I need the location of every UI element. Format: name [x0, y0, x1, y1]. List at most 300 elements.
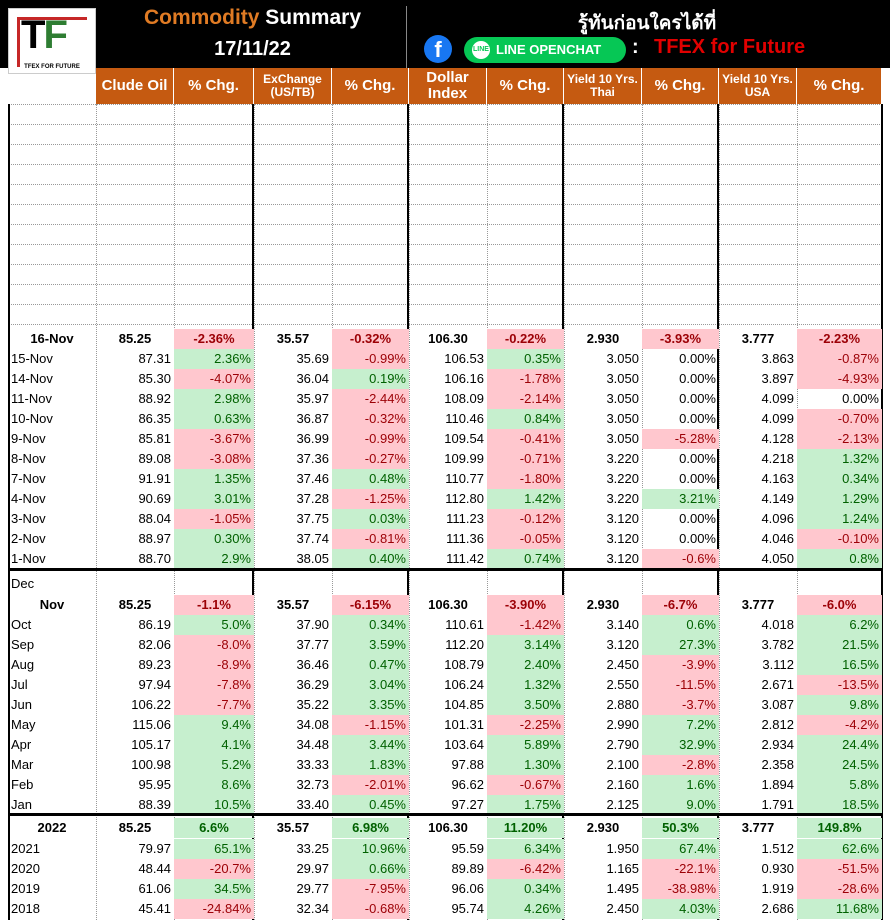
value-cell: 1.512	[761, 841, 794, 856]
value-cell: 38.05	[296, 551, 329, 566]
value-cell: 2.686	[761, 901, 794, 916]
pct-change-cell: 0.48%	[332, 469, 409, 489]
row-label: 2018	[11, 901, 40, 916]
grid-line	[8, 164, 882, 165]
column-header: % Chg.	[332, 68, 409, 104]
value-cell: 110.46	[445, 411, 484, 426]
column-header: Dollar Index	[409, 68, 487, 104]
value-cell: 89.89	[451, 861, 484, 876]
value-cell: 2.550	[606, 677, 639, 692]
value-cell: 96.62	[451, 777, 484, 792]
value-cell: 45.41	[138, 901, 171, 916]
pct-change-cell: -2.23%	[797, 329, 882, 349]
row-label: 2022	[37, 820, 67, 835]
row-label: 4-Nov	[11, 491, 46, 506]
value-cell: 82.06	[138, 637, 171, 652]
column-header: Yield 10 Yrs. USA	[719, 68, 797, 104]
value-cell: 3.120	[606, 511, 639, 526]
value-cell: 2.358	[761, 757, 794, 772]
pct-change-cell: -7.7%	[174, 695, 254, 715]
pct-change-cell: 0.8%	[797, 549, 882, 569]
pct-change-cell: 0.00%	[679, 511, 716, 526]
pct-change-cell: 1.29%	[797, 489, 882, 509]
pct-change-cell: 0.63%	[174, 409, 254, 429]
pct-change-cell: -38.98%	[642, 879, 719, 899]
pct-change-cell: 1.24%	[797, 509, 882, 529]
pct-change-cell: -0.32%	[332, 329, 409, 349]
pct-change-cell: 0.00%	[679, 391, 716, 406]
value-cell: 37.28	[296, 491, 329, 506]
grid-line	[8, 284, 882, 285]
value-cell: 115.06	[132, 717, 171, 732]
pct-change-cell: 9.8%	[797, 695, 882, 715]
pct-change-cell: 8.6%	[174, 775, 254, 795]
table-row	[8, 529, 882, 549]
column-header: Yield 10 Yrs. Thai	[564, 68, 642, 104]
pct-change-cell: 6.6%	[174, 818, 254, 838]
value-cell: 35.69	[296, 351, 329, 366]
pct-change-cell: -0.68%	[332, 899, 409, 919]
pct-change-cell: -20.7%	[174, 859, 254, 879]
value-cell: 88.70	[138, 551, 171, 566]
pct-change-cell: -7.95%	[332, 879, 409, 899]
row-label: Aug	[11, 657, 35, 672]
pct-change-cell: 24.4%	[797, 735, 882, 755]
value-cell: 2.125	[606, 797, 639, 812]
value-cell: 79.97	[138, 841, 171, 856]
value-cell: 2.812	[761, 717, 794, 732]
pct-change-cell: 0.30%	[174, 529, 254, 549]
pct-change-cell: 0.34%	[487, 879, 564, 899]
page-title: Commodity Summary	[143, 6, 362, 29]
row-label: 14-Nov	[11, 371, 53, 386]
value-cell: 86.19	[138, 617, 171, 632]
value-cell: 108.09	[444, 391, 484, 406]
value-cell: 34.08	[296, 717, 329, 732]
value-cell: 2.930	[586, 331, 620, 346]
table-row	[8, 715, 882, 735]
value-cell: 34.48	[296, 737, 329, 752]
pct-change-cell: -0.27%	[332, 449, 409, 469]
value-cell: 110.77	[445, 471, 484, 486]
pct-change-cell: 2.98%	[174, 389, 254, 409]
pct-change-cell: 16.5%	[797, 655, 882, 675]
value-cell: 48.44	[138, 861, 171, 876]
row-label: 9-Nov	[11, 431, 46, 446]
value-cell: 111.42	[446, 551, 484, 566]
row-label: Jun	[11, 697, 32, 712]
tf-logo	[8, 8, 96, 74]
value-cell: 3.087	[761, 697, 794, 712]
pct-change-cell: -2.01%	[332, 775, 409, 795]
value-cell: 95.95	[138, 777, 171, 792]
value-cell: 89.08	[138, 451, 171, 466]
value-cell: 36.46	[296, 657, 329, 672]
value-cell: 2.100	[606, 757, 639, 772]
row-label: Nov	[39, 597, 65, 612]
pct-change-cell: 0.84%	[487, 409, 564, 429]
row-label: Sep	[11, 637, 35, 652]
pct-change-cell: 1.6%	[642, 775, 719, 795]
value-cell: 61.06	[138, 881, 171, 896]
value-cell: 4.099	[761, 411, 794, 426]
table-row	[8, 429, 882, 449]
value-cell: 2.880	[606, 697, 639, 712]
pct-change-cell: -0.6%	[642, 549, 719, 569]
value-cell: 106.24	[444, 677, 484, 692]
value-cell: 101.31	[444, 717, 484, 732]
line-openchat-button[interactable]	[464, 37, 626, 63]
value-cell: 4.046	[761, 531, 794, 546]
pct-change-cell: 1.75%	[487, 795, 564, 815]
table-row	[8, 509, 882, 529]
value-cell: 3.777	[741, 331, 775, 346]
pct-change-cell: -5.28%	[642, 429, 719, 449]
table-row	[8, 675, 882, 695]
value-cell: 0.930	[761, 861, 794, 876]
pct-change-cell: 0.00%	[679, 371, 716, 386]
row-label: Dec	[11, 576, 35, 591]
value-cell: 32.34	[296, 901, 329, 916]
value-cell: 32.73	[296, 777, 329, 792]
grid-line	[8, 124, 882, 125]
value-cell: 1.894	[761, 777, 794, 792]
value-cell: 33.25	[296, 841, 329, 856]
grid-line	[8, 104, 882, 105]
value-cell: 106.30	[428, 331, 468, 346]
value-cell: 36.29	[296, 677, 329, 692]
value-cell: 85.25	[118, 331, 152, 346]
pct-change-cell: -3.9%	[642, 655, 719, 675]
value-cell: 35.97	[296, 391, 329, 406]
row-label: 2020	[11, 861, 40, 876]
pct-change-cell: -0.71%	[487, 449, 564, 469]
grid-line	[8, 304, 882, 305]
table-row	[8, 469, 882, 489]
pct-change-cell: 0.34%	[797, 469, 882, 489]
pct-change-cell: 4.03%	[642, 899, 719, 919]
value-cell: 106.22	[131, 697, 171, 712]
value-cell: 35.57	[276, 820, 310, 835]
table-row	[8, 549, 882, 569]
pct-change-cell: 0.00%	[679, 411, 716, 426]
pct-change-cell: -1.25%	[332, 489, 409, 509]
pct-change-cell: -24.84%	[174, 899, 254, 919]
value-cell: 97.27	[451, 797, 484, 812]
summary-row	[8, 818, 882, 838]
value-cell: 37.77	[296, 637, 329, 652]
pct-change-cell: 0.34%	[332, 615, 409, 635]
pct-change-cell: -7.8%	[174, 675, 254, 695]
table-row	[8, 489, 882, 509]
pct-change-cell: 1.32%	[797, 449, 882, 469]
pct-change-cell: 0.47%	[332, 655, 409, 675]
value-cell: 36.87	[296, 411, 329, 426]
value-cell: 100.98	[131, 757, 171, 772]
value-cell: 3.863	[761, 351, 794, 366]
pct-change-cell: 6.98%	[332, 818, 409, 838]
grid-line	[8, 144, 882, 145]
table-row	[8, 349, 882, 369]
value-cell: 33.40	[296, 797, 329, 812]
pct-change-cell: 0.03%	[332, 509, 409, 529]
pct-change-cell: 32.9%	[642, 735, 719, 755]
value-cell: 111.36	[446, 531, 484, 546]
value-cell: 111.23	[446, 511, 484, 526]
pct-change-cell: 1.83%	[332, 755, 409, 775]
pct-change-cell: -4.07%	[174, 369, 254, 389]
pct-change-cell: -0.99%	[332, 349, 409, 369]
pct-change-cell: 9.4%	[174, 715, 254, 735]
value-cell: 3.220	[606, 451, 639, 466]
row-label: Mar	[11, 757, 34, 772]
value-cell: 1.919	[761, 881, 794, 896]
pct-change-cell: -0.81%	[332, 529, 409, 549]
value-cell: 4.163	[761, 471, 794, 486]
value-cell: 95.74	[451, 901, 484, 916]
value-cell: 3.777	[741, 597, 775, 612]
table-row	[8, 695, 882, 715]
pct-change-cell: 67.4%	[642, 839, 719, 859]
pct-change-cell: -11.5%	[642, 675, 719, 695]
pct-change-cell: -4.93%	[797, 369, 882, 389]
pct-change-cell: -6.7%	[642, 595, 719, 615]
value-cell: 91.91	[138, 471, 171, 486]
table-row	[8, 655, 882, 675]
row-label: 15-Nov	[11, 351, 53, 366]
pct-change-cell: -13.5%	[797, 675, 882, 695]
pct-change-cell: -0.10%	[797, 529, 882, 549]
pct-change-cell: 10.96%	[332, 839, 409, 859]
summary-row	[8, 329, 882, 349]
pct-change-cell: -0.87%	[797, 349, 882, 369]
value-cell: 37.36	[296, 451, 329, 466]
value-cell: 2.450	[606, 901, 639, 916]
pct-change-cell: 0.00%	[679, 471, 716, 486]
table-row	[8, 899, 882, 919]
pct-change-cell: 1.42%	[487, 489, 564, 509]
pct-change-cell: -2.36%	[174, 329, 254, 349]
value-cell: 1.950	[606, 841, 639, 856]
value-cell: 29.97	[296, 861, 329, 876]
value-cell: 108.79	[444, 657, 484, 672]
table-row	[8, 449, 882, 469]
value-cell: 4.149	[761, 491, 794, 506]
row-label: 2-Nov	[11, 531, 46, 546]
row-label: Jul	[11, 677, 28, 692]
value-cell: 35.22	[296, 697, 329, 712]
value-cell: 109.99	[444, 451, 484, 466]
column-header: % Chg.	[642, 68, 719, 104]
pct-change-cell: -0.99%	[332, 429, 409, 449]
table-row	[8, 775, 882, 795]
value-cell: 29.77	[296, 881, 329, 896]
pct-change-cell: -1.05%	[174, 509, 254, 529]
value-cell: 4.096	[761, 511, 794, 526]
section-divider	[8, 568, 882, 571]
pct-change-cell: -0.70%	[797, 409, 882, 429]
grid-line	[8, 224, 882, 225]
pct-change-cell: -6.42%	[487, 859, 564, 879]
value-cell: 4.128	[761, 431, 794, 446]
pct-change-cell: 5.8%	[797, 775, 882, 795]
value-cell: 90.69	[138, 491, 171, 506]
row-label: 2021	[11, 841, 40, 856]
pct-change-cell: 7.2%	[642, 715, 719, 735]
row-label: 8-Nov	[11, 451, 46, 466]
pct-change-cell: 3.14%	[487, 635, 564, 655]
row-label: May	[11, 717, 36, 732]
pct-change-cell: -2.14%	[487, 389, 564, 409]
value-cell: 105.17	[131, 737, 171, 752]
value-cell: 112.80	[445, 491, 484, 506]
pct-change-cell: 0.00%	[679, 451, 716, 466]
pct-change-cell: 5.89%	[487, 735, 564, 755]
pct-change-cell: -3.7%	[642, 695, 719, 715]
pct-change-cell: -0.22%	[487, 329, 564, 349]
pct-change-cell: 149.8%	[797, 818, 882, 838]
value-cell: 37.90	[296, 617, 329, 632]
table-row	[8, 389, 882, 409]
value-cell: 85.25	[118, 597, 152, 612]
column-header: % Chg.	[487, 68, 564, 104]
pct-change-cell: 0.74%	[487, 549, 564, 569]
pct-change-cell: 0.19%	[332, 369, 409, 389]
value-cell: 88.92	[138, 391, 171, 406]
grid-line	[8, 264, 882, 265]
value-cell: 85.25	[118, 820, 152, 835]
value-cell: 4.099	[761, 391, 794, 406]
header-bar	[0, 0, 890, 68]
grid-line	[8, 244, 882, 245]
value-cell: 37.74	[296, 531, 329, 546]
value-cell: 3.777	[741, 820, 775, 835]
pct-change-cell: -2.13%	[797, 429, 882, 449]
value-cell: 97.94	[138, 677, 171, 692]
pct-change-cell: 2.40%	[487, 655, 564, 675]
value-cell: 4.218	[761, 451, 794, 466]
value-cell: 106.53	[444, 351, 484, 366]
value-cell: 110.61	[445, 617, 484, 632]
month-header-row	[8, 574, 882, 594]
value-cell: 36.99	[296, 431, 329, 446]
pct-change-cell: 0.66%	[332, 859, 409, 879]
pct-change-cell: -0.41%	[487, 429, 564, 449]
pct-change-cell: -3.93%	[642, 329, 719, 349]
value-cell: 36.04	[296, 371, 329, 386]
table-row	[8, 839, 882, 859]
value-cell: 96.06	[451, 881, 484, 896]
facebook-icon[interactable]: f	[424, 35, 452, 63]
value-cell: 88.97	[138, 531, 171, 546]
tagline: รู้ทันก่อนใครได้ที่	[577, 13, 717, 34]
pct-change-cell: 0.6%	[642, 615, 719, 635]
pct-change-cell: -4.2%	[797, 715, 882, 735]
pct-change-cell: 0.00%	[679, 351, 716, 366]
value-cell: 2.160	[606, 777, 639, 792]
row-label: 16-Nov	[30, 331, 74, 346]
value-cell: 1.165	[606, 861, 639, 876]
value-cell: 112.20	[445, 637, 484, 652]
pct-change-cell: 0.45%	[332, 795, 409, 815]
value-cell: 89.23	[138, 657, 171, 672]
pct-change-cell: -22.1%	[642, 859, 719, 879]
value-cell: 3.120	[606, 637, 639, 652]
pct-change-cell: 6.2%	[797, 615, 882, 635]
pct-change-cell: 65.1%	[174, 839, 254, 859]
value-cell: 3.140	[606, 617, 639, 632]
value-cell: 87.31	[138, 351, 171, 366]
pct-change-cell: -3.08%	[174, 449, 254, 469]
value-cell: 88.04	[138, 511, 171, 526]
value-cell: 2.671	[761, 677, 794, 692]
brand-name: TFEX for Future	[654, 36, 806, 58]
pct-change-cell: -2.44%	[332, 389, 409, 409]
logo-letters: TF	[21, 13, 66, 57]
grid-line	[8, 184, 882, 185]
value-cell: 3.112	[762, 657, 794, 672]
table-row	[8, 615, 882, 635]
pct-change-cell: 6.34%	[487, 839, 564, 859]
pct-change-cell: -1.15%	[332, 715, 409, 735]
pct-change-cell: 4.1%	[174, 735, 254, 755]
pct-change-cell: -0.67%	[487, 775, 564, 795]
value-cell: 85.81	[138, 431, 171, 446]
table-row	[8, 879, 882, 899]
pct-change-cell: 4.26%	[487, 899, 564, 919]
pct-change-cell: 2.36%	[174, 349, 254, 369]
table-row	[8, 635, 882, 655]
value-cell: 3.050	[606, 411, 639, 426]
value-cell: 3.220	[606, 471, 639, 486]
row-label: 3-Nov	[11, 511, 46, 526]
value-cell: 1.495	[606, 881, 639, 896]
value-cell: 95.59	[451, 841, 484, 856]
pct-change-cell: 21.5%	[797, 635, 882, 655]
value-cell: 3.050	[606, 391, 639, 406]
pct-change-cell: -3.67%	[174, 429, 254, 449]
column-header: ExChange (US/TB)	[254, 68, 332, 104]
pct-change-cell: -0.05%	[487, 529, 564, 549]
value-cell: 97.88	[451, 757, 484, 772]
line-openchat-label: LINE OPENCHAT	[496, 42, 602, 57]
pct-change-cell: 62.6%	[797, 839, 882, 859]
colon-separator: :	[632, 36, 639, 58]
value-cell: 1.791	[761, 797, 794, 812]
pct-change-cell: -1.80%	[487, 469, 564, 489]
pct-change-cell: 2.9%	[174, 549, 254, 569]
value-cell: 109.54	[444, 431, 484, 446]
value-cell: 3.050	[606, 351, 639, 366]
value-cell: 3.220	[606, 491, 639, 506]
pct-change-cell: 50.3%	[642, 818, 719, 838]
value-cell: 86.35	[138, 411, 171, 426]
pct-change-cell: 9.0%	[642, 795, 719, 815]
pct-change-cell: 0.35%	[487, 349, 564, 369]
grid-line	[8, 324, 882, 325]
column-header: % Chg.	[174, 68, 254, 104]
value-cell: 4.050	[761, 551, 794, 566]
value-cell: 3.050	[606, 371, 639, 386]
row-label: 11-Nov	[11, 391, 52, 406]
logo-subtitle: TFEX FOR FUTURE	[24, 64, 80, 70]
grid-line	[8, 204, 882, 205]
logo-bar	[17, 17, 20, 67]
value-cell: 37.75	[296, 511, 329, 526]
row-label: 1-Nov	[11, 551, 46, 566]
line-icon: LINE	[472, 41, 490, 59]
value-cell: 2.930	[586, 597, 620, 612]
